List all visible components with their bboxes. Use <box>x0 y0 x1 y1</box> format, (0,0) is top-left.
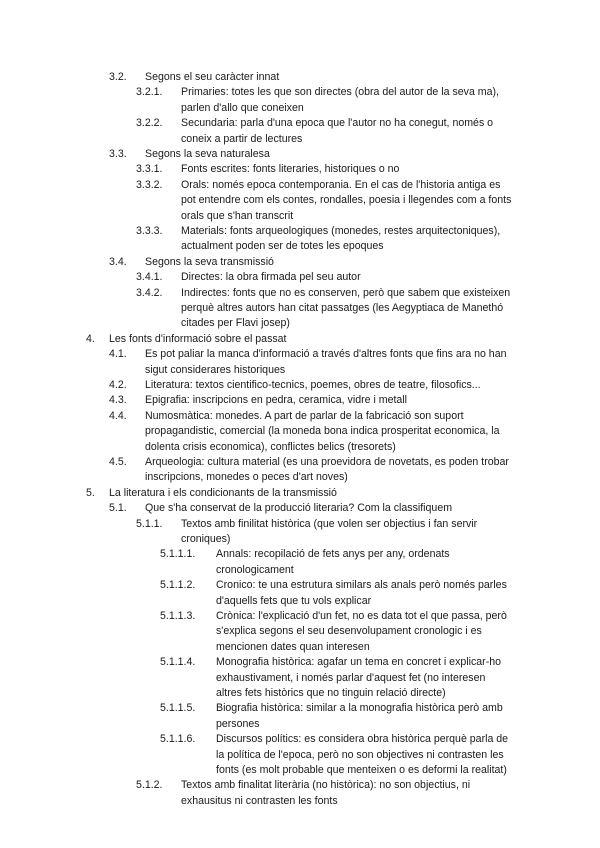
outline-text-line: inscripcions, monedes o peces d'art noves) <box>145 471 348 484</box>
outline-text-line: Les fonts d'informació sobre el passat <box>109 332 287 345</box>
outline-number: 4.2. <box>109 379 127 391</box>
outline-number: 3.3. <box>109 148 127 160</box>
outline-text-line: Textos amb finilitat històrica (que volen ser objectius i fan servir <box>181 517 478 530</box>
outline-number: 5.1.1. <box>136 517 163 530</box>
outline-text-line: coneix a partir de lectures <box>181 132 303 145</box>
outline-text-line: Discursos polítics: es considera obra històrica perquè parla de <box>216 733 509 746</box>
outline-number: 5.1.2. <box>136 779 163 792</box>
outline-number: 5.1.1.4. <box>160 656 196 669</box>
outline-number: 5.1.1.5. <box>160 702 196 715</box>
outline-text-line: perquè altres autors han citat passatges (les Aegyptiaca de Manethó <box>181 302 504 314</box>
outline-text-line: Materials: fonts arqueologiques (monedes, restes arquitectoniques), <box>181 225 501 237</box>
outline-text-line: Numosmàtica: monedes. A part de parlar de la fabricació son suport <box>145 409 464 422</box>
outline-text-line: parlen d'allo que coneixen <box>181 101 304 114</box>
outline-text-line: citades per Flavi josep) <box>181 317 290 330</box>
outline-text-line: Fonts escrites: fonts literaries, historiques o no <box>181 163 400 176</box>
outline-text-line: Crònica: l'explicació d'un fet, no es data tot el que passa, però <box>216 610 507 622</box>
outline-text-line: Que s'ha conservat de la producció literaria? Com la classifiquem <box>145 502 453 515</box>
outline-number: 3.4. <box>109 255 127 268</box>
outline-text-line: Orals: només epoca contemporania. En el cas de l'historia antiga es <box>181 178 501 191</box>
outline-text-line: Epigrafia: inscripcions en pedra, ceramica, vidre i metall <box>145 394 408 407</box>
outline-text-line: orals que s'han transcrit <box>181 209 294 222</box>
outline-text-line: croniques) <box>181 533 231 545</box>
outline-number: 4.5. <box>109 456 127 468</box>
outline-number: 3.4.1. <box>136 271 163 284</box>
outline-text-line: Indirectes: fonts que no es conserven, però que sabem que existeixen <box>181 286 511 299</box>
outline-text-line: altres fets històrics que no tinguin relació directe) <box>216 687 446 699</box>
outline-number: 4.1. <box>109 348 127 361</box>
outline-text-line: Literatura: textos cientifico-tecnics, poemes, obres de teatre, filosofics... <box>145 379 481 391</box>
outline-text-line: Segons el seu caràcter innat <box>145 71 280 83</box>
outline-text-line: Cronico: te una estrutura similars als anals però només parles <box>216 579 507 592</box>
outline-text-line: Textos amb finalitat literària (no històrica): no son objectius, ni <box>181 779 471 792</box>
outline-text-line: Directes: la obra firmada pel seu autor <box>181 271 361 284</box>
outline-text-line: exhaustivament, i només parlar d'aquest fet (no interesen <box>216 671 486 684</box>
outline-text-line: Arqueologia: cultura material (es una proevidora de novetats, es poden trobar <box>145 456 509 468</box>
outline-number: 3.2.1. <box>136 86 163 99</box>
outline-text-line: s'explica segons el seu desenvolupament cronologic i es <box>216 625 482 638</box>
outline-text-line: Es pot paliar la manca d'informació a través d'altres fonts que fins ara no han <box>145 348 507 361</box>
outline-text-line: propagandistic, comercial (la moneda bona indica prosperitat economica, la <box>145 425 500 438</box>
outline-number: 4.3. <box>109 394 127 407</box>
outline-number: 4. <box>86 332 95 345</box>
outline-number: 3.3.2. <box>136 178 163 191</box>
outline-text-line: cronologicament <box>216 563 294 576</box>
outline-number: 3.2. <box>109 71 127 83</box>
outline-text-line: Biografia històrica: similar a la monografia històrica però amb <box>216 702 503 715</box>
outline-text-line: la política de l'epoca, però no son objectives ni contrasten les <box>216 748 504 761</box>
outline-text-line: Segons la seva naturalesa <box>145 148 270 160</box>
outline-number: 5.1. <box>109 502 127 515</box>
outline-number: 5.1.1.2. <box>160 579 196 592</box>
outline-text-line: Primaries: totes les que son directes (obra del autor de la seva ma), <box>181 86 499 99</box>
outline-text-line: La literatura i els condicionants de la transmissió <box>109 486 337 499</box>
outline-number: 3.2.2. <box>136 117 163 130</box>
outline-text-line: Monografia històrica: agafar un tema en concret i explicar-ho <box>216 656 502 669</box>
outline-number: 3.3.3. <box>136 225 163 237</box>
outline-number: 3.3.1. <box>136 163 163 176</box>
outline-text-line: pot entendre com els contes, rondalles, poesia i llegendes com a fonts <box>181 194 512 207</box>
outline-number: 5.1.1.1. <box>160 548 196 561</box>
outline-text-line: actualment poden ser de totes les epoques <box>181 240 384 253</box>
outline-number: 3.4.2. <box>136 286 163 299</box>
outline-text-line: dolenta crisis economica), conflictes belics (tresorets) <box>145 440 396 453</box>
outline-number: 5.1.1.3. <box>160 610 196 622</box>
outline-text-line: d'aquells fets que tu vols explicar <box>216 594 372 607</box>
outline-text-line: exhausitus ni contrasten les fonts <box>181 794 338 807</box>
outline-number: 5. <box>86 486 95 499</box>
outline-number: 5.1.1.6. <box>160 733 196 746</box>
outline-text-line: sigut considerares historiques <box>145 363 286 376</box>
outline-text-line: Segons la seva transmissió <box>145 255 274 268</box>
outline-text-line: fonts (es molt probable que menteixen o es deformi la realitat) <box>216 764 507 776</box>
outline-text-line: Secundaria: parla d'una epoca que l'autor no ha conegut, només o <box>181 117 494 130</box>
outline-text-line: persones <box>216 717 260 730</box>
outline-number: 4.4. <box>109 409 127 422</box>
outline-text-line: Annals: recopilació de fets anys per any, ordenats <box>216 548 450 561</box>
outline-text-line: mencionen dates quan interesen <box>216 640 370 653</box>
